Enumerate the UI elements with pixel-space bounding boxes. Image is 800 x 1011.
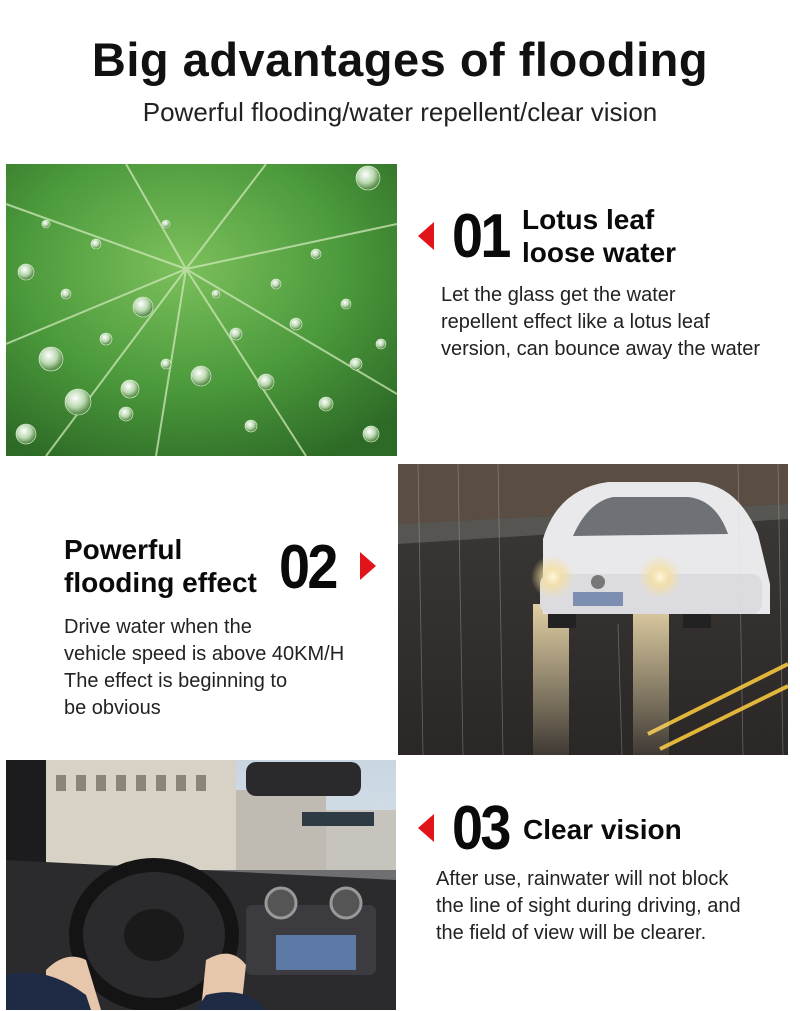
feature-number: 02 (279, 533, 336, 602)
feature-number: 03 (452, 794, 509, 863)
triangle-right-icon (360, 552, 376, 580)
feature-heading: Clear vision (523, 814, 682, 845)
page-subtitle: Powerful flooding/water repellent/clear vision (142, 97, 658, 127)
page-title: Big advantages of flooding (91, 33, 709, 86)
feature-description: After use, rainwater will not block the line of sight during driving, and the field of view will be clearer. (436, 868, 741, 944)
feature-number: 01 (452, 202, 509, 271)
feature-heading: Lotus leaf loose water (522, 204, 677, 268)
driver-view-photo (6, 760, 396, 1010)
triangle-left-icon (418, 222, 434, 250)
feature-description: Drive water when the vehicle speed is above 40KM/H The effect is beginning to be obvious (64, 616, 345, 719)
feature-description: Let the glass get the water repellent effect like a lotus leaf version, can bounce away the water (441, 284, 761, 360)
car-in-rain-photo (398, 464, 788, 755)
lotus-leaf-photo (6, 164, 397, 456)
feature-heading: Powerful flooding effect (64, 534, 257, 598)
triangle-left-icon (418, 814, 434, 842)
